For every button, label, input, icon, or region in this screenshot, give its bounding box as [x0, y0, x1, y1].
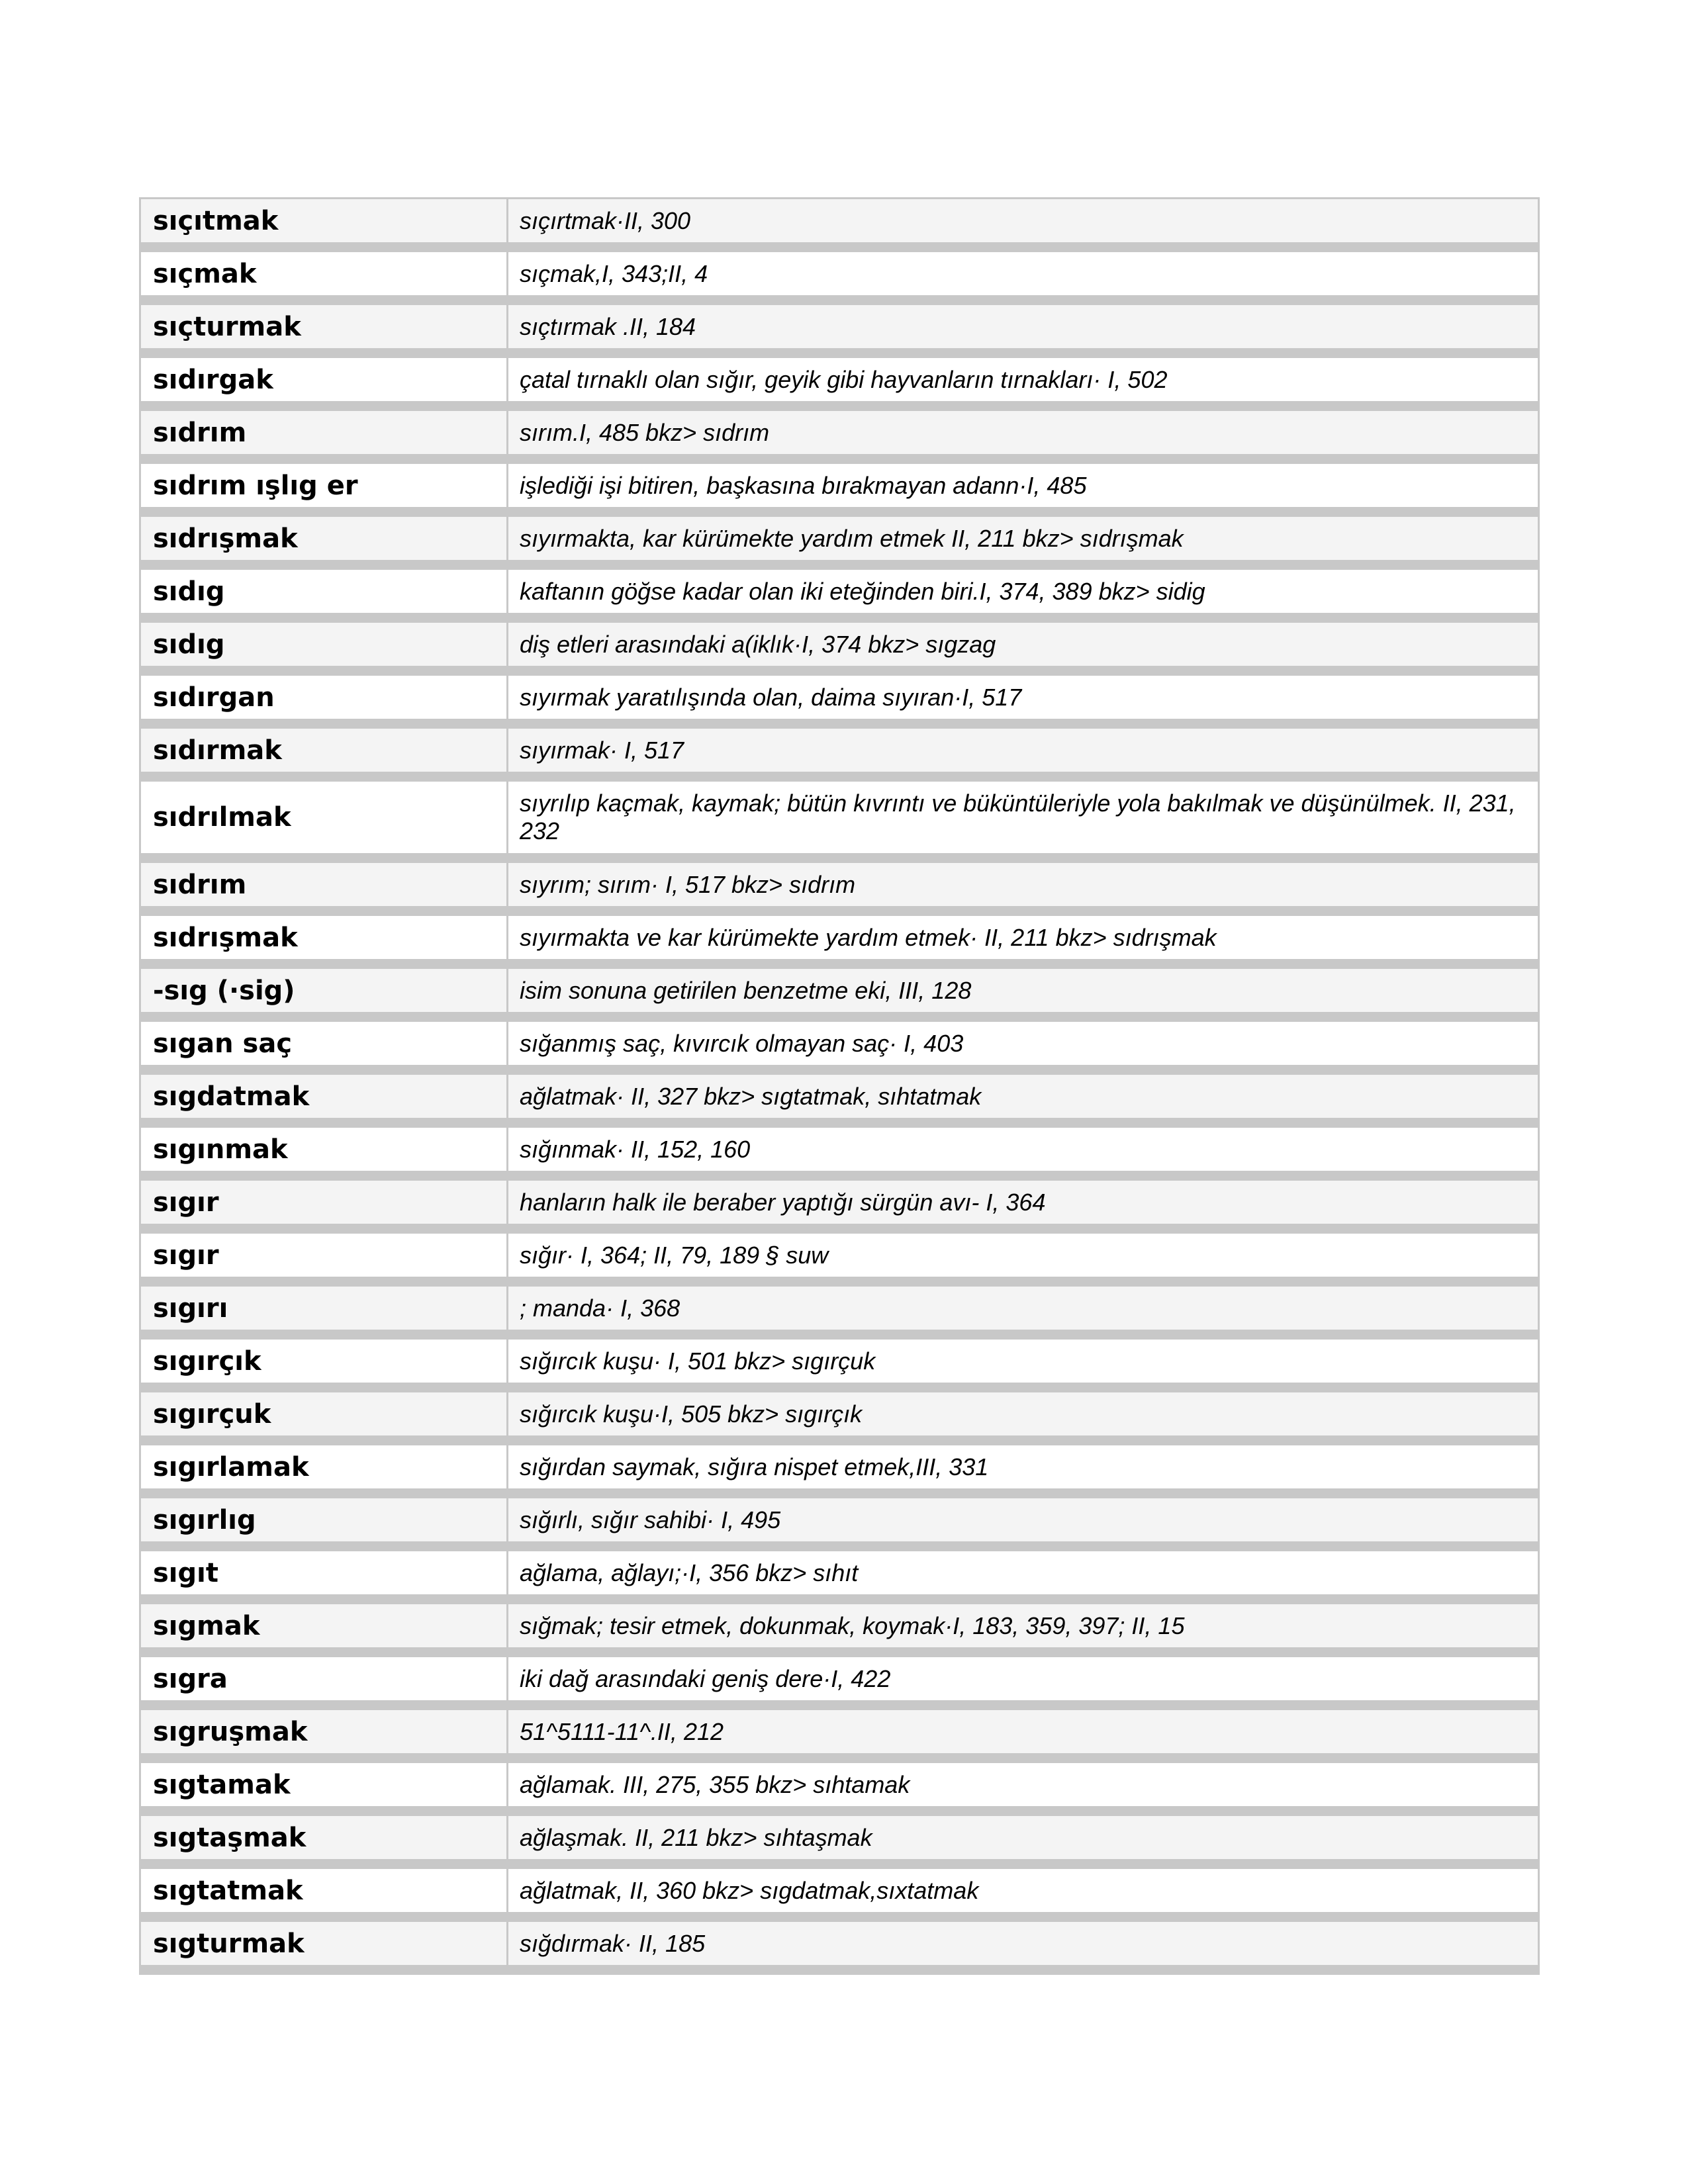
entry-term: sıgmak [141, 1604, 508, 1647]
entry-term: sıdıg [141, 570, 508, 613]
entry-definition: sığınmak· II, 152, 160 [508, 1128, 1538, 1171]
table-row [141, 252, 1538, 305]
entry-definition: sığırcık kuşu·I, 505 bkz> sıgırçık [508, 1392, 1538, 1435]
table-row [141, 1498, 1538, 1551]
table-row [141, 517, 1538, 570]
table-row [141, 1234, 1538, 1287]
entry-definition: diş etleri arasındaki a(iklık·I, 374 bkz> sıgzag [508, 623, 1538, 666]
entry-term: sıdrışmak [141, 517, 508, 560]
entry-definition: sıyırmak yaratılışında olan, daima sıyıran·I, 517 [508, 676, 1538, 719]
entry-term: sıgırçık [141, 1340, 508, 1383]
entry-term: sıdırgan [141, 676, 508, 719]
table-row [141, 570, 1538, 623]
entry-term: sıçturmak [141, 305, 508, 348]
entry-definition: sıyırmakta, kar kürümekte yardım etmek II, 211 bkz> sıdrışmak [508, 517, 1538, 560]
entry-term: sıgturmak [141, 1922, 508, 1965]
entry-definition: sıyrılıp kaçmak, kaymak; bütün kıvrıntı ve büküntüleriyle yola bakılmak ve düşünülmek. II, 231, 232 [508, 782, 1538, 853]
table-row [141, 1551, 1538, 1604]
table-row [141, 199, 1538, 252]
table-row [141, 1075, 1538, 1128]
entry-definition: sığmak; tesir etmek, dokunmak, koymak·I, 183, 359, 397; II, 15 [508, 1604, 1538, 1647]
entry-definition: kaftanın göğse kadar olan iki eteğinden biri.I, 374, 389 bkz> sidig [508, 570, 1538, 613]
entry-term: sıdırmak [141, 729, 508, 772]
entry-definition: sığırlı, sığır sahibi· I, 495 [508, 1498, 1538, 1541]
entry-term: sıgtatmak [141, 1869, 508, 1912]
dictionary-table [139, 197, 1540, 1975]
entry-definition: sığanmış saç, kıvırcık olmayan saç· I, 403 [508, 1022, 1538, 1065]
entry-term: sıdrım [141, 863, 508, 906]
table-row [141, 729, 1538, 782]
entry-definition: hanların halk ile beraber yaptığı sürgün avı- I, 364 [508, 1181, 1538, 1224]
entry-term: sıdırgak [141, 358, 508, 401]
table-row [141, 1816, 1538, 1869]
entry-term: sıgdatmak [141, 1075, 508, 1118]
table-row [141, 1710, 1538, 1763]
table-row [141, 623, 1538, 676]
entry-term: sıgırlıg [141, 1498, 508, 1541]
entry-definition: ağlatmak· II, 327 bkz> sıgtatmak, sıhtatmak [508, 1075, 1538, 1118]
entry-term: sıdrım [141, 411, 508, 454]
table-row [141, 1287, 1538, 1340]
entry-definition: sığırdan saymak, sığıra nispet etmek,III, 331 [508, 1445, 1538, 1488]
table-row [141, 1340, 1538, 1392]
entry-term: sıgırlamak [141, 1445, 508, 1488]
entry-term: sıdıg [141, 623, 508, 666]
table-row [141, 1022, 1538, 1075]
table-row [141, 969, 1538, 1022]
entry-term: sıgtamak [141, 1763, 508, 1806]
table-row [141, 1763, 1538, 1816]
entry-definition: isim sonuna getirilen benzetme eki, III, 128 [508, 969, 1538, 1012]
table-row [141, 1445, 1538, 1498]
table-row [141, 916, 1538, 969]
entry-definition: 51^5111-11^.II, 212 [508, 1710, 1538, 1753]
entry-term: sıgır [141, 1181, 508, 1224]
table-row [141, 1128, 1538, 1181]
entry-term: sıgır [141, 1234, 508, 1277]
entry-definition: sığır· I, 364; II, 79, 189 § suw [508, 1234, 1538, 1277]
table-row [141, 782, 1538, 863]
table-row [141, 1604, 1538, 1657]
entry-definition: ağlama, ağlayı;·I, 356 bkz> sıhıt [508, 1551, 1538, 1594]
entry-term: sıdrışmak [141, 916, 508, 959]
entry-definition: sıyrım; sırım· I, 517 bkz> sıdrım [508, 863, 1538, 906]
entry-definition: çatal tırnaklı olan sığır, geyik gibi hayvanların tırnakları· I, 502 [508, 358, 1538, 401]
entry-term: sıçıtmak [141, 199, 508, 242]
table-row [141, 358, 1538, 411]
entry-term: sıgıt [141, 1551, 508, 1594]
entry-definition: sığdırmak· II, 185 [508, 1922, 1538, 1965]
entry-definition: sığırcık kuşu· I, 501 bkz> sıgırçuk [508, 1340, 1538, 1383]
table-row [141, 1392, 1538, 1445]
entry-definition: ağlamak. III, 275, 355 bkz> sıhtamak [508, 1763, 1538, 1806]
entry-term: sıgınmak [141, 1128, 508, 1171]
table-row [141, 863, 1538, 916]
entry-definition: sıçırtmak·II, 300 [508, 199, 1538, 242]
table-row [141, 1181, 1538, 1234]
entry-definition: ağlaşmak. II, 211 bkz> sıhtaşmak [508, 1816, 1538, 1859]
table-row [141, 1869, 1538, 1922]
entry-definition: iki dağ arasındaki geniş dere·I, 422 [508, 1657, 1538, 1700]
entry-term: sıgtaşmak [141, 1816, 508, 1859]
entry-term: sıgra [141, 1657, 508, 1700]
entry-term: sıgırı [141, 1287, 508, 1330]
entry-definition: sıçtırmak .II, 184 [508, 305, 1538, 348]
entry-definition: ağlatmak, II, 360 bkz> sıgdatmak,sıxtatmak [508, 1869, 1538, 1912]
entry-definition: sıyırmakta ve kar kürümekte yardım etmek· II, 211 bkz> sıdrışmak [508, 916, 1538, 959]
table-row [141, 464, 1538, 517]
table-row [141, 1922, 1538, 1975]
entry-term: sıgan saç [141, 1022, 508, 1065]
table-row [141, 305, 1538, 358]
entry-definition: sırım.I, 485 bkz> sıdrım [508, 411, 1538, 454]
entry-definition: ; manda· I, 368 [508, 1287, 1538, 1330]
entry-term: sıçmak [141, 252, 508, 295]
entry-definition: sıyırmak· I, 517 [508, 729, 1538, 772]
entry-term: sıgırçuk [141, 1392, 508, 1435]
entry-term: sıdrılmak [141, 782, 508, 853]
table-row [141, 411, 1538, 464]
table-row [141, 676, 1538, 729]
entry-definition: işlediği işi bitiren, başkasına bırakmayan adann·I, 485 [508, 464, 1538, 507]
entry-term: -sıg (·sig) [141, 969, 508, 1012]
entry-definition: sıçmak,I, 343;II, 4 [508, 252, 1538, 295]
entry-term: sıgruşmak [141, 1710, 508, 1753]
table-row [141, 1657, 1538, 1710]
entry-term: sıdrım ışlıg er [141, 464, 508, 507]
